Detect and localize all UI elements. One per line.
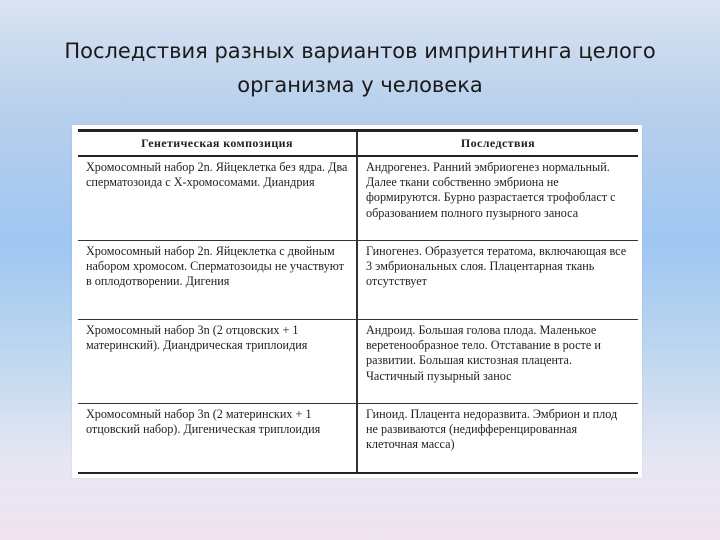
scanned-table-image xyxy=(72,125,642,478)
imprinting-table xyxy=(78,129,638,474)
cell-composition: Хромосомный набор 2n. Яйцеклетка с двойным набором хромосом. Сперматозоиды не участвуют в оплодотворении. Дигения xyxy=(78,241,357,320)
table-row xyxy=(78,404,638,474)
table-row xyxy=(78,156,638,241)
cell-consequence: Гиногенез. Образуется тератома, включающая все 3 эмбриональных слоя. Плацентарная ткань отсутствует xyxy=(357,241,638,320)
slide-title-line-2: организма у человека xyxy=(237,73,483,97)
cell-consequence: Гиноид. Плацента недоразвита. Эмбрион и плод не развиваются (недифференцированная клеточная масса) xyxy=(357,404,638,474)
header-consequences: Последствия xyxy=(357,131,638,157)
cell-composition: Хромосомный набор 3n (2 материнских + 1 отцовский набор). Дигеническая триплоидия xyxy=(78,404,357,474)
table-row xyxy=(78,320,638,404)
cell-composition: Хромосомный набор 3n (2 отцовских + 1 материнский). Диандрическая триплоидия xyxy=(78,320,357,404)
table-header-row xyxy=(78,131,638,157)
cell-composition: Хромосомный набор 2n. Яйцеклетка без ядра. Два сперматозоида с Х-хромосомами. Диандрия xyxy=(78,156,357,241)
slide-title-line-1: Последствия разных вариантов импринтинга целого xyxy=(64,39,656,63)
cell-consequence: Андроид. Большая голова плода. Маленькое веретенообразное тело. Отставание в росте и развитии. Большая кистозная плацента. Частичный пузырный занос xyxy=(357,320,638,404)
table-row xyxy=(78,241,638,320)
cell-consequence: Андрогенез. Ранний эмбриогенез нормальный. Далее ткани собственно эмбриона не формируются. Бурно разрастается трофобласт с образованием полного пузырного заноса xyxy=(357,156,638,241)
slide-title xyxy=(0,34,720,102)
header-genetic-composition: Генетическая композиция xyxy=(78,131,357,157)
